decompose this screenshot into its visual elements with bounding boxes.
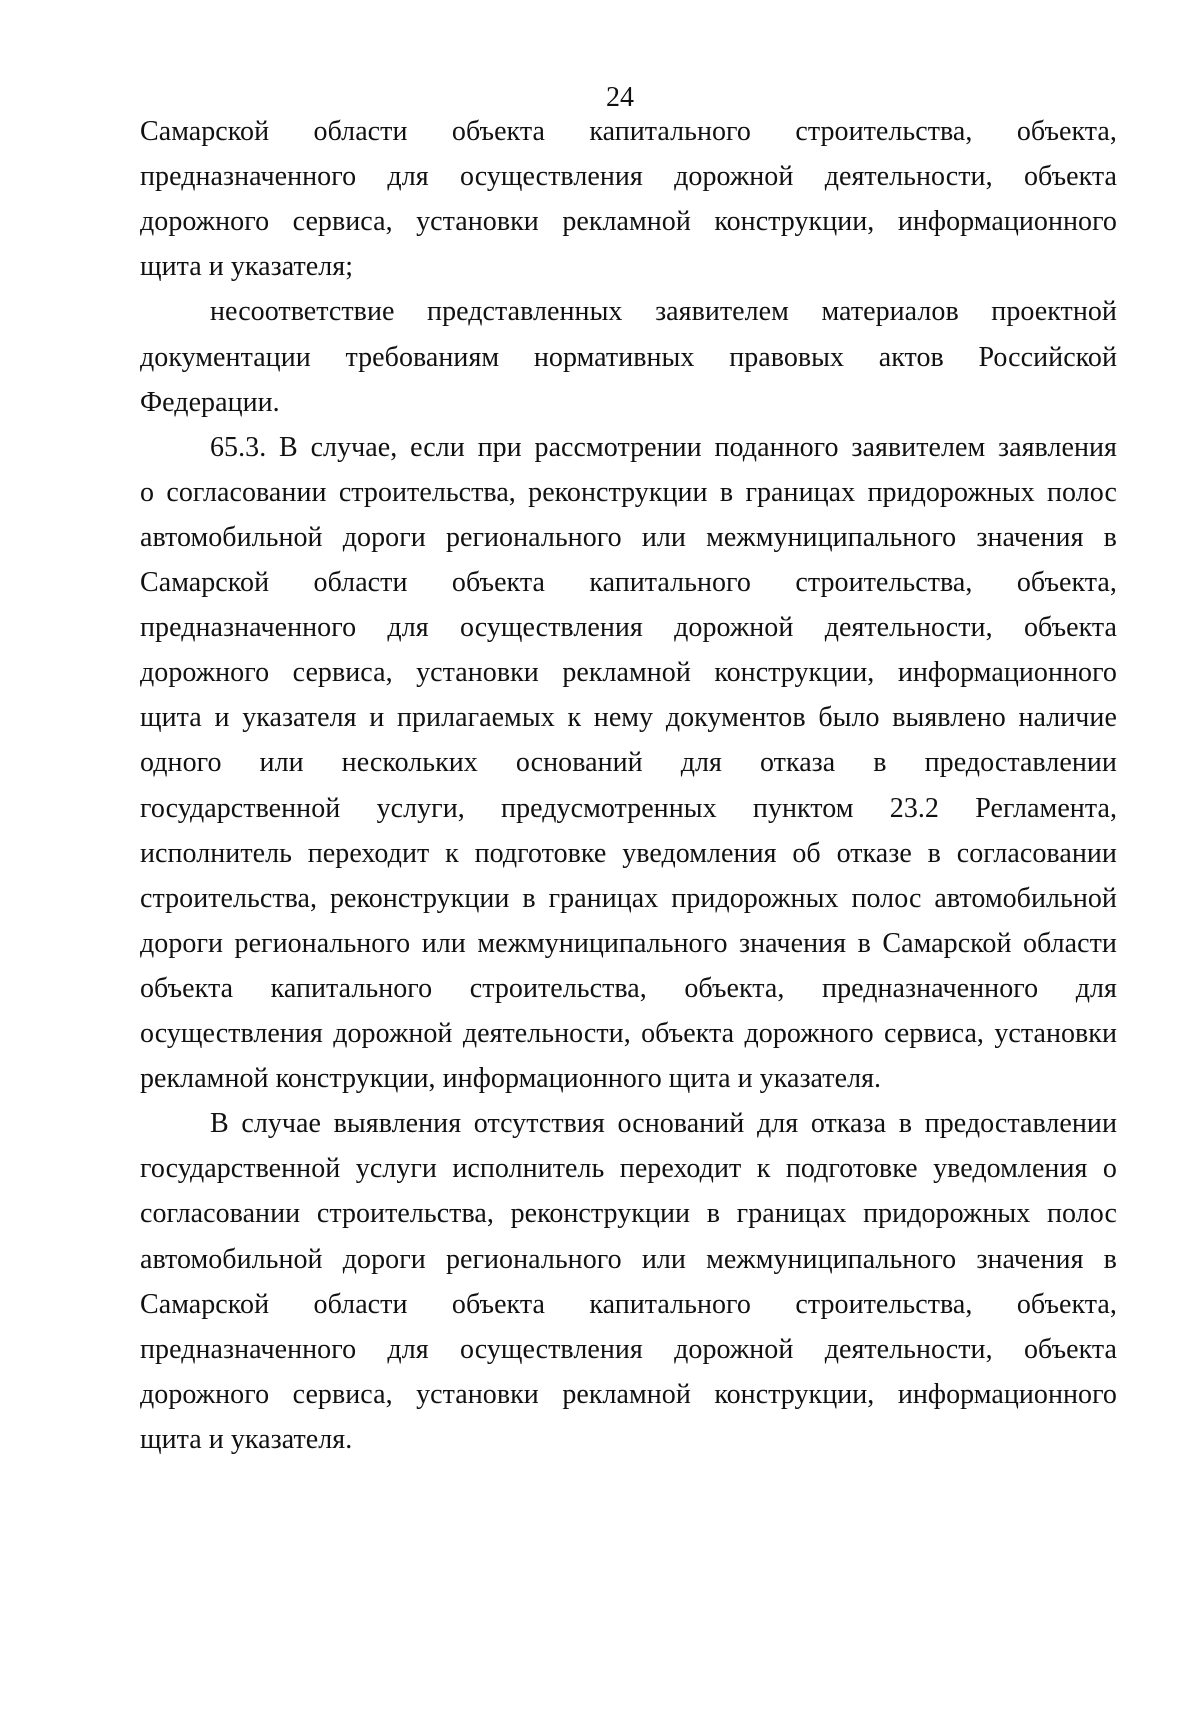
- word: установки: [416, 657, 539, 689]
- text-line: [140, 741, 1117, 785]
- word: строительства,: [469, 972, 647, 1004]
- word: придорожных: [671, 882, 839, 914]
- word: объекта: [1023, 161, 1117, 193]
- word: заявителем: [851, 431, 986, 463]
- word: нему: [593, 702, 654, 734]
- word: или: [641, 1243, 686, 1275]
- word: для: [1075, 972, 1117, 1004]
- word: дорожной: [333, 1018, 453, 1049]
- word: услуги: [355, 1153, 437, 1185]
- text-line: щита и указателя;: [140, 251, 354, 283]
- word: придорожных: [867, 476, 1035, 508]
- word: объекта: [1023, 612, 1117, 644]
- word: оснований: [617, 1108, 745, 1140]
- text-line: [140, 516, 1117, 560]
- word: границах: [736, 1198, 847, 1230]
- word: регионального: [445, 1243, 622, 1275]
- word: дорожного: [140, 657, 270, 689]
- word: дорожной: [674, 1333, 794, 1365]
- text-line: [140, 336, 1117, 380]
- word: предназначенного: [822, 972, 1039, 1004]
- word: в: [522, 882, 536, 914]
- word: дорожного: [140, 206, 270, 238]
- word: значения: [739, 927, 847, 959]
- text-line: [140, 696, 1117, 740]
- word: полос: [1046, 476, 1117, 508]
- word: об: [792, 837, 821, 869]
- word: отсутствия: [473, 1108, 605, 1140]
- word: осуществления: [459, 1333, 643, 1365]
- word: объекта: [1023, 1333, 1117, 1365]
- word: к: [567, 702, 582, 734]
- word: деятельности,: [824, 161, 993, 193]
- word: в: [1103, 1243, 1117, 1275]
- word: строительства,: [338, 476, 516, 508]
- word: автомобильной: [934, 882, 1117, 914]
- word: объекта: [451, 1288, 545, 1320]
- word: информационного: [897, 657, 1117, 689]
- word: услуги,: [376, 792, 465, 824]
- word: согласовании: [166, 476, 327, 508]
- text-line: [140, 922, 1117, 966]
- word: требованиям: [345, 341, 500, 373]
- word: предоставлении: [924, 747, 1117, 779]
- word: заявления: [998, 431, 1117, 463]
- word: переходит: [619, 1153, 742, 1185]
- word: области: [1023, 927, 1117, 959]
- word: для: [387, 612, 429, 644]
- word: при: [477, 431, 522, 463]
- word: автомобильной: [140, 1243, 323, 1275]
- word: дорожной: [674, 161, 794, 193]
- word: предназначенного: [140, 1333, 357, 1365]
- word: значения: [976, 521, 1084, 553]
- word: области: [313, 116, 408, 147]
- word: или: [421, 927, 466, 959]
- word: согласовании: [140, 1198, 301, 1230]
- word: Самарской: [882, 927, 1012, 959]
- text-line: [140, 1238, 1117, 1282]
- word: предусмотренных: [501, 792, 717, 824]
- text-line: щита и указателя.: [140, 1423, 353, 1455]
- word: наличие: [1018, 702, 1117, 734]
- word: случае: [241, 1108, 322, 1140]
- word: документации: [140, 341, 311, 373]
- word: объекта: [140, 972, 234, 1004]
- word: осуществления: [459, 612, 643, 644]
- word: информационного: [897, 206, 1117, 238]
- word: полос: [851, 882, 922, 914]
- word: отказа: [810, 1108, 887, 1140]
- word: отказа: [760, 747, 836, 779]
- word: конструкции,: [714, 206, 875, 238]
- word: к: [756, 1153, 771, 1185]
- word: для: [756, 1108, 799, 1140]
- word: деятельности,: [462, 1018, 631, 1049]
- word: межмуниципального: [706, 521, 957, 553]
- word: объекта,: [1016, 1288, 1117, 1320]
- word: предназначенного: [140, 161, 357, 193]
- word: значения: [976, 1243, 1084, 1275]
- text-line: [140, 606, 1117, 650]
- word: уведомления: [622, 837, 777, 869]
- word: в: [898, 1108, 913, 1140]
- word: Самарской: [140, 567, 270, 598]
- text-line: [140, 787, 1117, 831]
- text-line: [140, 155, 1117, 199]
- word: Регламента,: [975, 792, 1117, 824]
- word: в: [857, 927, 871, 959]
- word: проектной: [991, 296, 1117, 328]
- word: для: [387, 1333, 429, 1365]
- word: полос: [1046, 1198, 1117, 1230]
- text-line: [140, 1283, 1117, 1327]
- word: для: [680, 747, 722, 779]
- word: автомобильной: [140, 521, 323, 553]
- text-line: [140, 110, 1117, 154]
- word: о: [140, 476, 155, 508]
- word: щита: [140, 702, 202, 734]
- word: и: [369, 702, 385, 734]
- word: области: [313, 1288, 408, 1320]
- text-line: [140, 651, 1117, 695]
- word: случае,: [310, 431, 398, 463]
- word: 23.2: [889, 792, 939, 824]
- word: строительства,: [316, 1198, 494, 1230]
- text-line: [140, 1147, 1117, 1191]
- word: сервиса,: [292, 206, 393, 238]
- word: В: [210, 1108, 229, 1140]
- word: одного: [140, 747, 222, 779]
- word: Самарской: [140, 1288, 270, 1320]
- word: переходит: [307, 837, 430, 869]
- word: было: [818, 702, 880, 734]
- word: в: [927, 837, 941, 869]
- word: государственной: [140, 1153, 341, 1185]
- word: объекта: [641, 1018, 735, 1049]
- word: в: [873, 747, 887, 779]
- text-line: [140, 1328, 1117, 1372]
- text-line: рекламной конструкции, информационного щита и указателя.: [140, 1063, 882, 1095]
- page-number: 24: [605, 82, 635, 113]
- word: В: [279, 431, 298, 463]
- word: дороги: [140, 927, 224, 959]
- word: сервиса,: [292, 657, 393, 689]
- word: границах: [548, 882, 659, 914]
- word: реконструкции: [330, 882, 510, 914]
- text-line: [140, 832, 1117, 876]
- word: придорожных: [863, 1198, 1031, 1230]
- text-line: [210, 1102, 1117, 1146]
- word: осуществления: [140, 1018, 323, 1049]
- word: реконструкции: [528, 476, 708, 508]
- word: деятельности,: [824, 612, 993, 644]
- word: правовых: [729, 341, 845, 373]
- word: в: [1103, 521, 1117, 553]
- word: дорожной: [674, 612, 794, 644]
- word: строительства,: [795, 116, 973, 147]
- word: межмуниципального: [706, 1243, 957, 1275]
- word: дороги: [342, 1243, 426, 1275]
- word: представленных: [427, 296, 623, 328]
- word: объекта: [451, 116, 545, 147]
- word: рекламной: [562, 206, 691, 238]
- word: конструкции,: [714, 1378, 875, 1410]
- text-line: [140, 561, 1117, 605]
- word: рассмотрении: [534, 431, 702, 463]
- word: исполнитель: [140, 837, 292, 869]
- word: если: [410, 431, 465, 463]
- word: регионального: [234, 927, 411, 959]
- word: выявления: [333, 1108, 462, 1140]
- word: рекламной: [562, 1378, 691, 1410]
- word: установки: [416, 206, 539, 238]
- word: дорожного: [744, 1018, 874, 1049]
- word: Российской: [978, 341, 1117, 373]
- word: поданного: [714, 431, 839, 463]
- word: документов: [665, 702, 806, 734]
- word: межмуниципального: [477, 927, 728, 959]
- word: капитального: [589, 116, 751, 147]
- word: Самарской: [140, 116, 270, 147]
- word: подготовке: [474, 837, 607, 869]
- word: строительства,: [795, 567, 973, 598]
- word: несоответствие: [210, 296, 395, 328]
- word: в: [706, 1198, 720, 1230]
- word: нормативных: [533, 341, 695, 373]
- word: пунктом: [752, 792, 854, 824]
- word: дорожного: [140, 1378, 270, 1410]
- word: границах: [745, 476, 856, 508]
- word: объекта,: [1016, 116, 1117, 147]
- text-line: [140, 1192, 1117, 1236]
- word: материалов: [821, 296, 959, 328]
- word: уведомления: [933, 1153, 1088, 1185]
- word: установки: [416, 1378, 539, 1410]
- word: указателя: [242, 702, 357, 734]
- word: сервиса,: [292, 1378, 393, 1410]
- word: области: [313, 567, 408, 598]
- word: строительства,: [140, 882, 318, 914]
- word: капитального: [589, 567, 751, 598]
- text-line: [140, 471, 1117, 515]
- word: дороги: [342, 521, 426, 553]
- word: нескольких: [341, 747, 478, 779]
- text-line: [140, 967, 1117, 1011]
- word: объекта,: [1016, 567, 1117, 598]
- word: в: [719, 476, 734, 508]
- word: объекта,: [684, 972, 785, 1004]
- word: о: [1102, 1153, 1117, 1185]
- word: установки: [994, 1018, 1117, 1049]
- word: регионального: [445, 521, 622, 553]
- word: предоставлении: [924, 1108, 1117, 1140]
- word: или: [641, 521, 686, 553]
- word: к: [445, 837, 459, 869]
- text-line: [140, 200, 1117, 244]
- text-line: [140, 1373, 1117, 1417]
- word: реконструкции: [510, 1198, 691, 1230]
- word: 65.3.: [210, 431, 267, 463]
- word: оснований: [515, 747, 643, 779]
- word: для: [387, 161, 429, 193]
- text-line: [140, 1012, 1117, 1056]
- word: сервиса,: [883, 1018, 984, 1049]
- word: капитального: [270, 972, 433, 1004]
- word: информационного: [897, 1378, 1117, 1410]
- word: отказе: [836, 837, 912, 869]
- word: прилагаемых: [396, 702, 555, 734]
- word: предназначенного: [140, 612, 357, 644]
- word: выявлено: [892, 702, 1006, 734]
- word: объекта: [451, 567, 545, 598]
- word: или: [259, 747, 304, 779]
- word: подготовке: [785, 1153, 918, 1185]
- word: государственной: [140, 792, 341, 824]
- text-line: Федерации.: [140, 386, 280, 418]
- text-line: [210, 290, 1117, 334]
- word: осуществления: [459, 161, 643, 193]
- text-line: [210, 426, 1117, 470]
- text-line: [140, 877, 1117, 921]
- word: и: [214, 702, 230, 734]
- word: рекламной: [562, 657, 691, 689]
- word: заявителем: [655, 296, 789, 328]
- word: согласовании: [956, 837, 1117, 869]
- word: актов: [878, 341, 944, 373]
- word: капитального: [589, 1288, 751, 1320]
- word: конструкции,: [714, 657, 875, 689]
- word: строительства,: [795, 1288, 973, 1320]
- word: деятельности,: [824, 1333, 993, 1365]
- word: исполнитель: [452, 1153, 605, 1185]
